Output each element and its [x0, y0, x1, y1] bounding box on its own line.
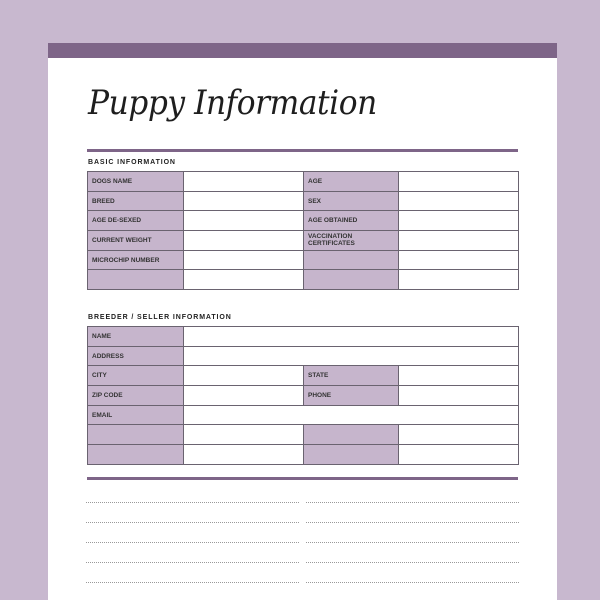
dogs-name-field[interactable] [184, 172, 304, 192]
note-line[interactable] [86, 562, 299, 563]
age-obtained-field[interactable] [399, 211, 519, 231]
blank-field[interactable] [184, 270, 304, 290]
table-row [88, 270, 519, 290]
section-heading-basic: BASIC INFORMATION [88, 159, 176, 166]
field-label-blank [304, 425, 399, 445]
field-label: NAME [88, 327, 184, 347]
field-label: STATE [304, 366, 399, 386]
table-row [88, 231, 519, 251]
field-label: VACCINATION CERTIFICATES [304, 231, 399, 251]
table-row [88, 425, 519, 445]
field-label: SEX [304, 191, 399, 211]
field-label-blank [304, 250, 399, 270]
notes-divider [87, 477, 518, 480]
field-label-blank [88, 270, 184, 290]
field-label-blank [304, 270, 399, 290]
field-label: BREED [88, 191, 184, 211]
phone-field[interactable] [399, 386, 519, 406]
header-band [48, 43, 557, 58]
field-label: CURRENT WEIGHT [88, 231, 184, 251]
note-line[interactable] [306, 562, 519, 563]
note-line[interactable] [306, 582, 519, 583]
table-row [88, 211, 519, 231]
vaccination-certificates-field[interactable] [399, 231, 519, 251]
table-row [88, 445, 519, 465]
note-line[interactable] [306, 502, 519, 503]
title-divider [87, 149, 518, 152]
address-field[interactable] [184, 346, 519, 366]
blank-field[interactable] [399, 270, 519, 290]
document-page [48, 43, 557, 600]
note-line[interactable] [86, 582, 299, 583]
blank-field[interactable] [399, 425, 519, 445]
blank-field[interactable] [184, 425, 304, 445]
age-desexed-field[interactable] [184, 211, 304, 231]
field-label: AGE DE-SEXED [88, 211, 184, 231]
microchip-number-field[interactable] [184, 250, 304, 270]
blank-field[interactable] [184, 445, 304, 465]
state-field[interactable] [399, 366, 519, 386]
field-label-blank [88, 425, 184, 445]
breeder-name-field[interactable] [184, 327, 519, 347]
note-line[interactable] [86, 502, 299, 503]
table-row [88, 366, 519, 386]
breeder-information-table [87, 326, 519, 465]
field-label-blank [304, 445, 399, 465]
zip-code-field[interactable] [184, 386, 304, 406]
note-line[interactable] [86, 542, 299, 543]
field-label-blank [88, 445, 184, 465]
field-label: DOGS NAME [88, 172, 184, 192]
note-line[interactable] [306, 522, 519, 523]
field-label: ZIP CODE [88, 386, 184, 406]
basic-information-table [87, 171, 519, 290]
table-row [88, 346, 519, 366]
field-label: MICROCHIP NUMBER [88, 250, 184, 270]
breed-field[interactable] [184, 191, 304, 211]
table-row [88, 191, 519, 211]
table-row [88, 172, 519, 192]
table-row [88, 405, 519, 425]
field-label: PHONE [304, 386, 399, 406]
field-label: EMAIL [88, 405, 184, 425]
field-label: AGE [304, 172, 399, 192]
section-heading-breeder: BREEDER / SELLER INFORMATION [88, 314, 232, 321]
field-label: AGE OBTAINED [304, 211, 399, 231]
note-line[interactable] [86, 522, 299, 523]
field-label: CITY [88, 366, 184, 386]
table-row [88, 386, 519, 406]
city-field[interactable] [184, 366, 304, 386]
sex-field[interactable] [399, 191, 519, 211]
blank-field[interactable] [399, 445, 519, 465]
page-title: Puppy Information [88, 83, 377, 123]
field-label: ADDRESS [88, 346, 184, 366]
blank-field[interactable] [399, 250, 519, 270]
age-field[interactable] [399, 172, 519, 192]
note-line[interactable] [306, 542, 519, 543]
table-row [88, 327, 519, 347]
email-field[interactable] [184, 405, 519, 425]
current-weight-field[interactable] [184, 231, 304, 251]
table-row [88, 250, 519, 270]
